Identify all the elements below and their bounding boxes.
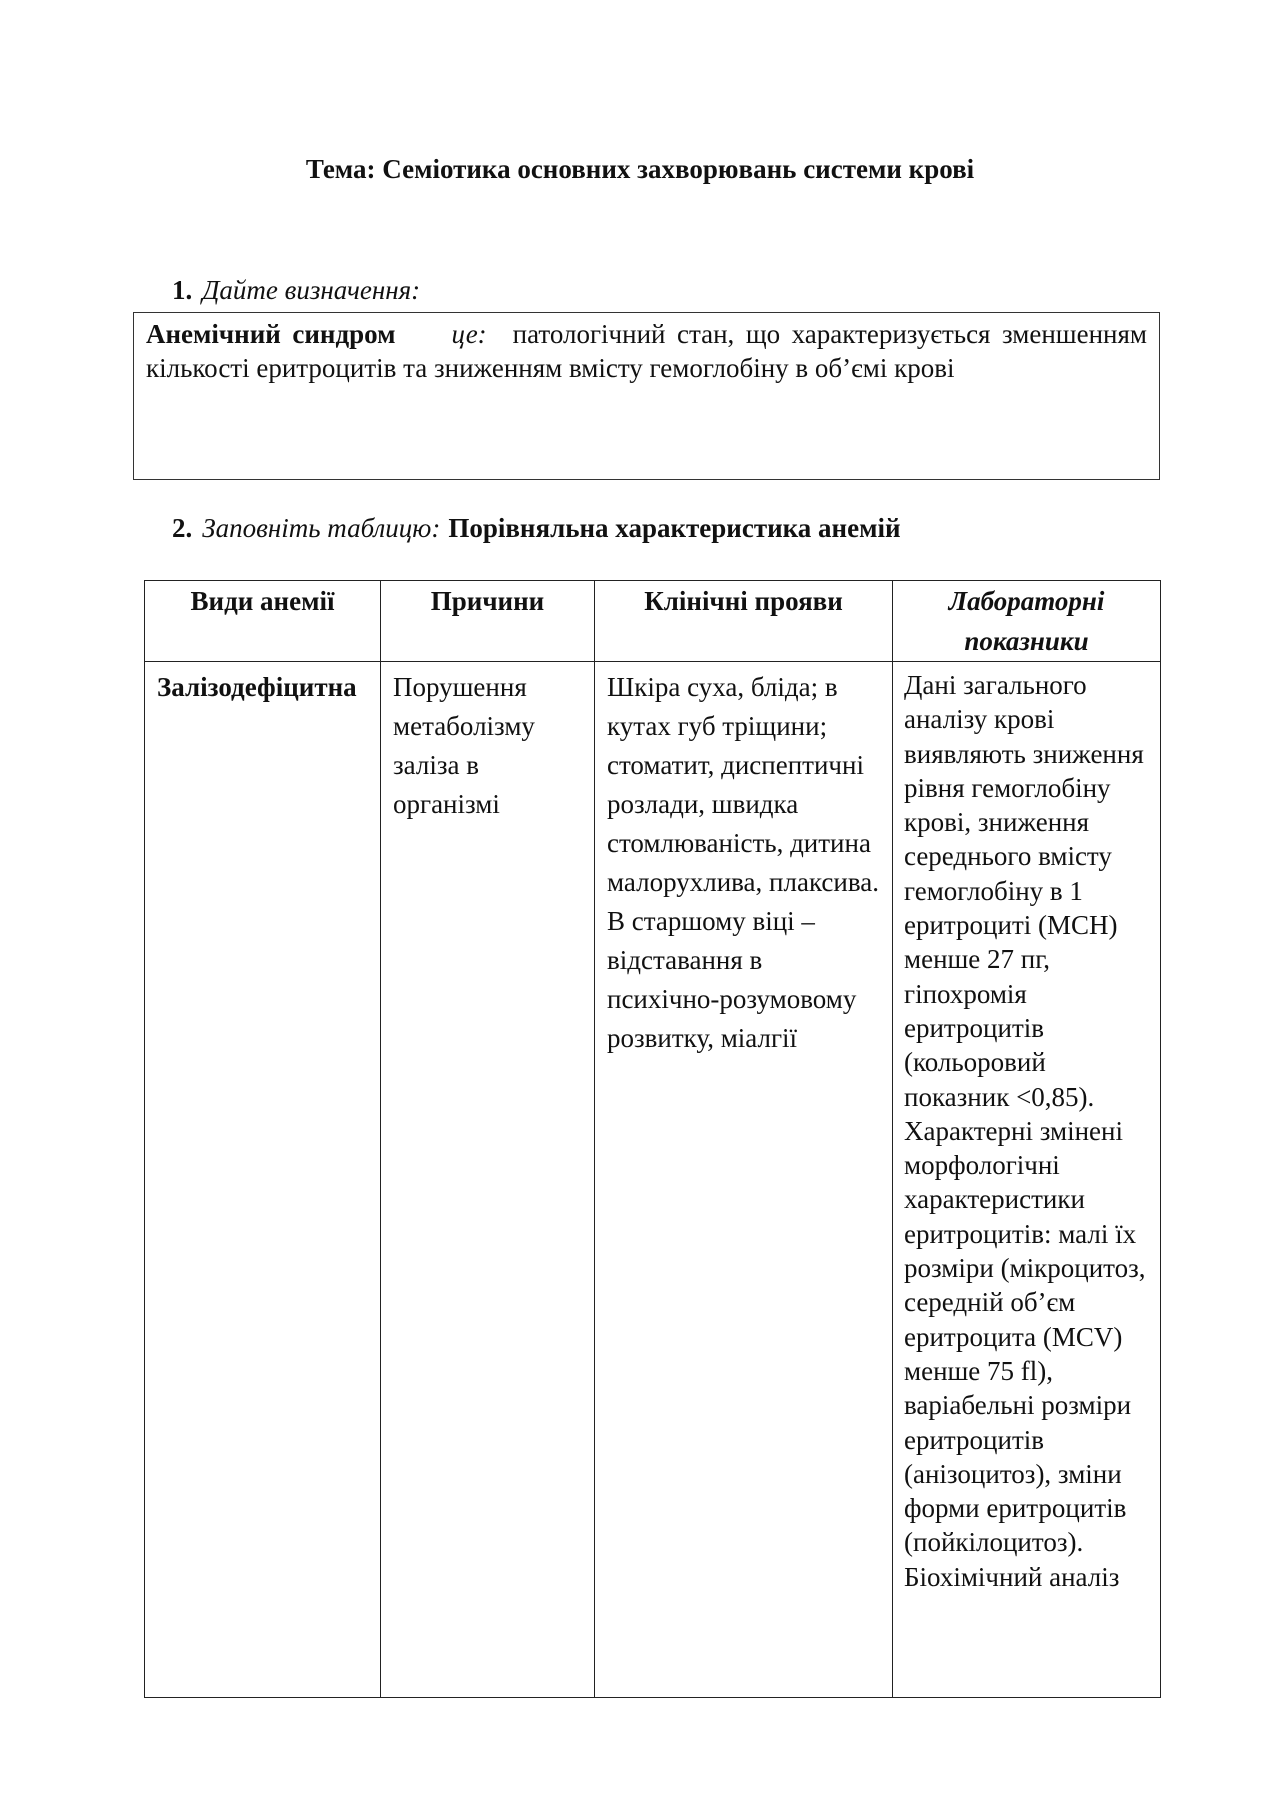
header-clinical: Клінічні прояви — [595, 581, 893, 662]
definition-box — [133, 312, 1160, 480]
header-lab-indicators: Лабораторні показники — [893, 581, 1161, 662]
section-2-heading — [172, 513, 901, 544]
cell-lab-indicators: Дані загального аналізу крові виявляють зниження рівня гемоглобіну крові, зниження середнього вмісту гемоглобіну в 1 еритроциті (MCH) менше 27 пг, гіпохромія еритроцитів (кольоровий показник <0,85). Характерні змінені морфологічні характеристики еритроцитів: малі їх розміри (мікроцитоз, середній об’єм еритроцита (MCV) менше 75 fl), варіабельні розміри еритроцитів (анізоцитоз), зміни форми еритроцитів (пойкілоцитоз). Біохімічний аналіз — [893, 662, 1161, 1698]
table-row — [145, 662, 1161, 1698]
anemia-comparison-table — [144, 580, 1161, 1698]
section-1-instruction: Дайте визначення: — [202, 275, 421, 305]
table-header-row — [145, 581, 1161, 662]
table-title: Порівняльна характеристика анемій — [448, 513, 901, 543]
page-title: Тема: Семіотика основних захворювань системи крові — [305, 154, 975, 184]
cell-clinical: Шкіра суха, бліда; в кутах губ тріщини; стоматит, диспептичні розлади, швидка стомлюваність, дитина малорухлива, плаксива. В старшому віці – відставання в психічно-розумовому розвитку, міалгії — [595, 662, 893, 1698]
section-1-heading — [172, 275, 420, 306]
definition-connector: це: — [451, 319, 487, 349]
cell-anemia-type: Залізодефіцитна — [145, 662, 381, 1698]
section-2-instruction: Заповніть таблицю: — [202, 513, 441, 543]
definition-text: патологічний стан, що характеризується зменшенням кількості еритроцитів та зниженням вмісту гемоглобіну в об’ємі крові — [146, 319, 1147, 383]
cell-causes: Порушення метаболізму заліза в організмі — [381, 662, 595, 1698]
header-causes: Причини — [381, 581, 595, 662]
section-1-number: 1. — [172, 275, 193, 305]
header-anemia-type: Види анемії — [145, 581, 381, 662]
section-2-number: 2. — [172, 513, 193, 543]
definition-term: Анемічний синдром — [146, 319, 396, 349]
